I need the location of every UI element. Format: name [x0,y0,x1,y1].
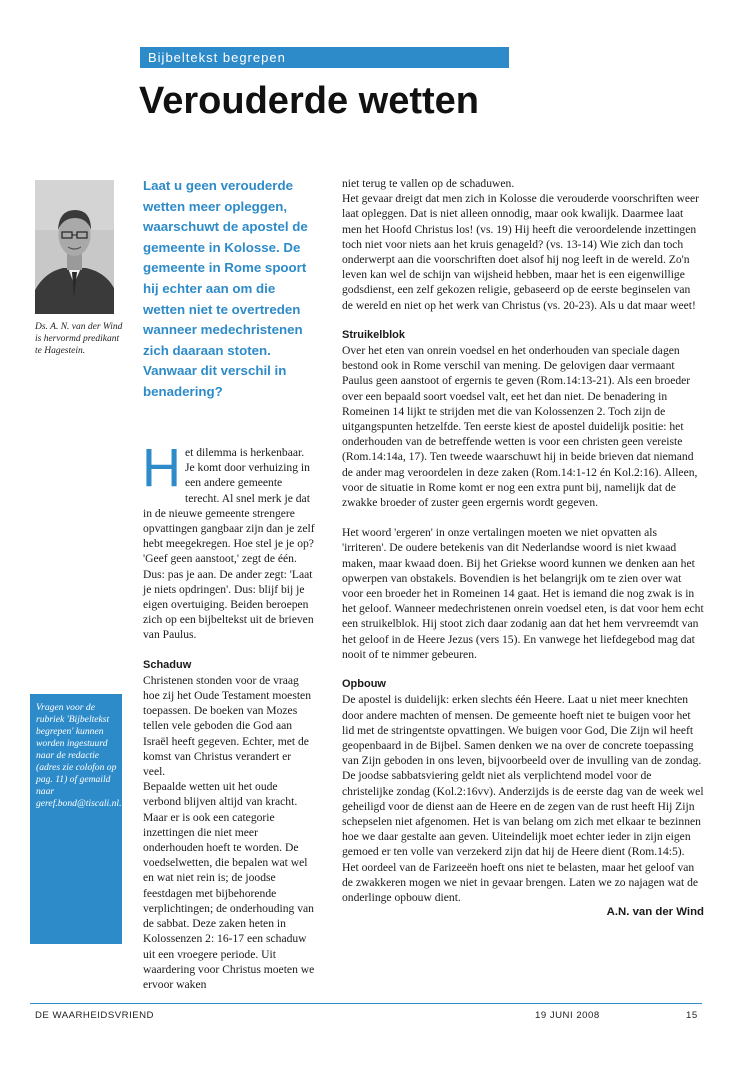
drop-cap: H [142,438,181,498]
paragraph: Bepaalde wetten uit het oude verbond blijven altijd van kracht. Maar er is ook een categorie inzettingen die niet meer onderhouden hoeft te worden. De voedselwetten, die bepalen wat wel en wat niet rein is; de joodse feestdagen met bijbehorende verplichtingen; de onderhouding van de sabbat. Deze zaken heten in Kolossenzen 2: 16-17 een schaduw uit een vroegere periode. Uit waardering voor Christus moeten we ervoor waken [143,780,315,991]
article-title: Verouderde wetten [139,80,479,122]
series-label: Bijbeltekst begrepen [148,50,286,65]
column-1 [142,438,315,992]
paragraph: Over het eten van onrein voedsel en het onderhouden van speciale dagen bestond ook in Rome verschil van mening. De gelovigen daar vermaant Paulus geen aanstoot of ergernis te geven (Rom.14:13-21). Als een broeder over een bepaald soort voedsel valt, eet het dan niet. De benadering in Romeinen 14 lijkt te strijden met die van Kolossenzen 2. Toch zijn de uitgangspunten hetzelfde. Ten eerste kiest de apostel duidelijk positie: het onderhouden van de betreffende wetten is voor een christen geen vereiste (Rom.14:14a, 17). Ten tweede waarschuwt hij in beide brieven dat niemand de ander mag veroordelen in deze zaken (Rom.14:1-12 én Kol.2:16). Alleen, voor de situatie in Rome komt er nog een extra punt bij, namelijk dat de zwakke broeder of zuster geen ergernis wordt gegeven. [342,344,698,510]
paragraph: De apostel is duidelijk: erken slechts één Heere. Laat u niet meer knechten door andere machten of mensen. De gemeente hoeft niet te buigen voor het lid met de stringentste opvattingen. We buigen voor God, Die Zijn wil heeft geopenbaard in de Bijbel. Samen denken we na over de concrete toepassing van Zijn geboden in ons leven, bijvoorbeeld over de invulling van de zondag. De joodse sabbatsviering geldt niet als verplichtend model voor de christelijke zondag (Kol.2:16vv). Anderzijds is de eerste dag van de week wel geheiligd voor de dienst aan de Heere en de zegen van de rust heeft Hij Zijn schepselen niet afgenomen. Het is van belang om zich met elkaar te bezinnen hoe we daar gestalte aan geven. Uiteindelijk moet echter ieder in zijn eigen gemoed er ten volle van verzekerd zijn dat hij de Heere dient (Rom.14:5). Het oordeel van de Farizeeën hoeft ons niet te belasten, maar het geloof van de zwakkeren mogen we niet in gevaar brengen. Laten we zo najagen wat de onderlinge opbouw dient. [342,693,704,904]
portrait-photo-icon [35,180,114,314]
photo-caption: Ds. A. N. van der Wind is hervormd predikant te Hagestein. [35,322,123,356]
paragraph: Christenen stonden voor de vraag hoe zij het Oude Testament moesten toepassen. De boeken van Mozes tellen vele geboden die God aan Israël heeft gegeven. Echter, met de komst van Christus verandert er veel. [143,673,312,779]
page-number: 15 [686,1010,698,1021]
author-photo [35,180,114,314]
opening-paragraph: et dilemma is herkenbaar. Je komt door verhuizing in een andere gemeente terecht. Al snel merk je dat in de nieuwe gemeente strengere opvattingen gangbaar zijn dan je zelf hebt meegekregen. Hoe stel je je op? 'Geef geen aanstoot,' zegt de één. Dus: pas je aan. De ander zegt: 'Laat je niets opdringen'. Dus: blijf bij je eigen overtuiging. Beiden beroepen zich op een bijbeltekst uit de brieven van Paulus. [143,446,315,642]
footer-date: 19 JUNI 2008 [535,1010,600,1021]
author-signature: A.N. van der Wind [606,906,704,919]
footer-magazine-name: DE WAARHEIDSVRIEND [35,1010,154,1021]
paragraph: niet terug te vallen op de schaduwen. [342,177,515,190]
submission-note: Vragen voor de rubriek 'Bijbeltekst begrepen' kunnen worden ingestuurd naar de redactie (adres zie colofon op pag. 11) of gemaild naar geref.bond@tiscali.nl. [30,694,122,944]
column-2 [342,176,704,920]
section-heading-schaduw: Schaduw [143,658,192,671]
series-banner [140,47,509,68]
section-heading-opbouw: Opbouw [342,678,386,691]
footer-rule [30,1003,702,1004]
paragraph: Het woord 'ergeren' in onze vertalingen moeten we niet opvatten als 'irriteren'. De oudere betekenis van dit Nederlandse woord is niet kwaad maken, maar kwaad doen. Bij het Griekse woord kunnen we denken aan het opwerpen van obstakels. Bovendien is het belangrijk om te zien over wat voor een broeder het in Romeinen 14 gaat. Het is iemand die nog zwak is in het geloof. Wanneer medechristenen onrein voedsel eten, is dat voor hem echt een struikelblok. Hij stoot zich daar zodanig aan dat het hem vervreemdt van het geloof in de Heere Jezus (vers 15). En vanwege het liefdegebod mag dat nooit of te nimmer gebeuren. [342,526,704,661]
paragraph: Het gevaar dreigt dat men zich in Kolosse die verouderde voorschriften weer laat opleggen. Dat is niet alleen onnodig, maar ook kwalijk. Daarmee laat men het Hoofd Christus los! (vs. 19) Hij heeft die veroordelende inzettingen toch niet voor niets aan het kruis genageld? (vs. 13-14) Wie zich dan toch onderwerpt aan die voorschriften doet alsof hij nog leeft in de wereld. Zo'n leven kan wel de schijn van wijsheid hebben, maar het is een eigenwillige godsdienst, een zelf gekozen religie, gebaseerd op de eerste beginselen van de wereld en niet op het werk van Christus (vs. 20-23). Als u dat maar weet! [342,192,700,312]
intro-lead: Laat u geen verouderde wetten meer opleggen, waarschuwt de apostel de gemeente in Kolosse. De gemeente in Rome spoort hij echter aan om die wetten niet te overtreden wanneer medechristenen zich daaraan stoten. Vanwaar dit verschil in benadering? [143,178,308,399]
section-heading-struikelblok: Struikelblok [342,328,405,341]
